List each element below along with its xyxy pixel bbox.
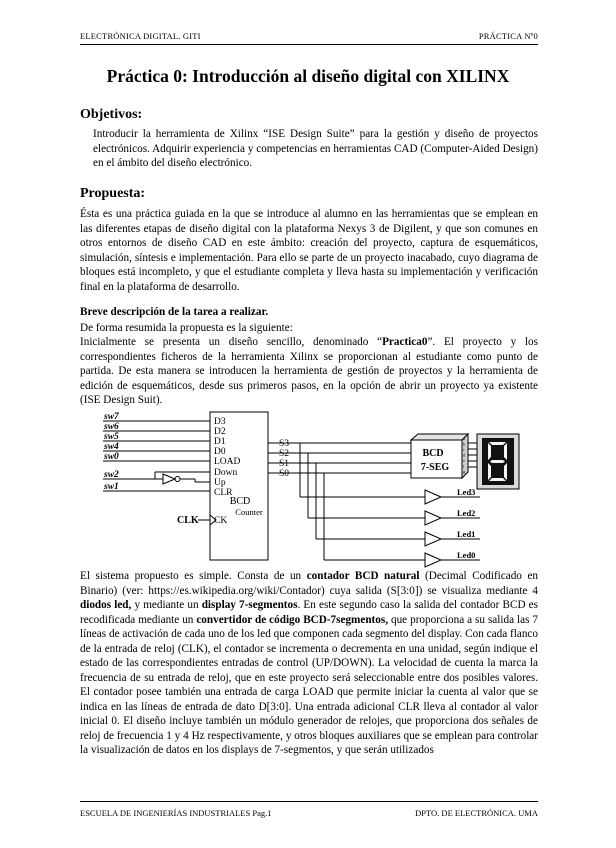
- propuesta-text: Ésta es una práctica guiada en la que se introduce al alumno en las herramientas que se emplean en las diferentes etapas de diseño digital con la plataforma Nexys 3 de Digilent, y que son comunes en otros entornos de diseño CAD en este ámbito: creación del proyecto, captura de esquemáticos, simulación, síntesis e implementación. Para ello se parte de un proyecto inacabado, cuyo diagrama de bloques está incompleto, y que el estudiante completa y lleva hasta su implementación y verificación final en la plataforma de desarrollo.: [80, 208, 538, 293]
- bcd-label: BCD: [422, 448, 444, 459]
- segment-line-label: c: [463, 447, 465, 452]
- tarea-text-a: Inicialmente se presenta un diseño sencillo, denominado “: [80, 336, 383, 348]
- counter-name: BCD: [229, 496, 251, 507]
- switch-label: sw5: [104, 432, 119, 442]
- switch-label: sw6: [104, 422, 119, 432]
- switch-label: sw7: [104, 412, 119, 422]
- led-label: Led3: [457, 487, 476, 497]
- desc-t5: que proporciona a su salida las 7 líneas de activación de cada uno de los led que componen cada segmento del display. Con cada flanco de la entrada de reloj (CLK), el contador se incrementa o decrementa en una unidad, según indique el estado de las correspondientes entradas de control (UP/DOWN). La velocidad de cuenta la marca la frecuencia de su entrada de reloj, que en este proyecto será seleccionable entre dos posibles valores. El contador posee también una entrada de carga LOAD que permite iniciar la cuenta al valor que se indica en las líneas de entrada de dato D[3:0]. Una entrada adicional CLR lleva al contador al valor inicial 0. El diseño incluye también un módulo generador de relojes, que proporciona dos señales de reloj de frecuencia 1 y 4 Hz respectivamente, y otros bloques auxiliares que se emplean para controlar la visualización de datos en los displays de 7-segmentos, y que serán utilizados: [80, 613, 538, 756]
- counter-input-label: LOAD: [214, 457, 241, 467]
- counter-input-label: D3: [214, 417, 226, 427]
- segment-line-label: a: [463, 436, 465, 441]
- seven-segment-display: [477, 434, 519, 489]
- counter-output-label: S0: [279, 469, 290, 479]
- desc-t4: . En este segundo caso la salida del contador BCD es recodificada mediante un: [80, 599, 538, 626]
- clk-label: CLK: [177, 515, 199, 526]
- counter-input-label: D0: [214, 447, 226, 457]
- desc-b4: convertidor de código BCD-7segmentos,: [196, 613, 389, 626]
- segment-line-label: b: [463, 441, 466, 447]
- counter-output-label: S2: [279, 449, 290, 459]
- segment-line-label: d: [463, 452, 466, 458]
- page-title: Práctica 0: Introducción al diseño digital con XILINX: [106, 66, 510, 86]
- objetivos-text: Introducir la herramienta de Xilinx “ISE Design Suite” para la gestión y diseño de proyectos electrónicos. Adquirir experiencia y competencias en herramientas CAD (Computer-Aided Design) en el ámbito del diseño electrónico.: [93, 128, 538, 169]
- footer-left: ESCUELA DE INGENIERÍAS INDUSTRIALES Pag.1: [80, 808, 272, 818]
- counter-input-label: Up: [214, 478, 226, 488]
- led-label: Led2: [457, 508, 476, 518]
- led-label: Led0: [457, 550, 476, 560]
- tarea-text-c: ”. El proyecto y los correspondientes ficheros de la herramienta Xilinx se proporcionan al estudiante como punto de partida. De esta manera se introducen la herramienta de gestión de proyectos y la herramienta de edición de esquemáticos, desde sus primeros pasos, en la opción de abrir un proyecto ya existente (ISE Design Suit).: [80, 336, 538, 406]
- switch-label: sw4: [104, 442, 119, 452]
- desc-t3: y mediante un: [131, 599, 202, 611]
- seg-label: 7-SEG: [420, 462, 450, 473]
- counter-sub: Counter: [235, 507, 263, 517]
- led-label: Led1: [457, 529, 476, 539]
- clk-pin-label: CK: [214, 516, 228, 526]
- segment-line-label: f: [463, 463, 465, 469]
- switch-label: sw2: [104, 470, 119, 480]
- counter-output-label: S3: [279, 439, 290, 449]
- counter-output-label: S1: [279, 459, 290, 469]
- desc-t1: El sistema propuesto es simple. Consta de un: [80, 570, 307, 582]
- counter-input-label: D1: [214, 437, 226, 447]
- desc-t2: (Decimal Codificado en Binario) (ver: https://es.wikipedia.org/wiki/Contador) cuya salida (S[3:0]) se visualiza mediante 4: [80, 570, 538, 597]
- footer-right: DPTO. DE ELECTRÓNICA. UMA: [415, 808, 538, 818]
- segment-line-label: g: [463, 469, 466, 474]
- tarea-heading: Breve descripción de la tarea a realizar.: [80, 306, 269, 318]
- desc-b3: display 7-segmentos: [201, 599, 298, 611]
- counter-input-label: CLR: [214, 488, 233, 498]
- desc-b1: contador BCD natural: [306, 570, 420, 582]
- objetivos-heading: Objetivos:: [80, 107, 143, 122]
- switch-label: sw0: [104, 452, 119, 462]
- counter-input-label: D2: [214, 427, 226, 437]
- description-paragraph: [80, 569, 538, 758]
- footer-rule: [80, 801, 538, 802]
- counter-input-label: Down: [214, 468, 238, 478]
- propuesta-heading: Propuesta:: [80, 186, 146, 201]
- segment-line-label: e: [463, 458, 465, 463]
- switch-label: sw1: [104, 482, 119, 492]
- header-right: PRÁCTICA Nº0: [478, 31, 538, 41]
- header-left: ELECTRÓNICA DIGITAL. GITI: [80, 31, 201, 41]
- tarea-text-b: Practica0: [382, 336, 428, 348]
- tarea-line1: De forma resumida la propuesta es la siguiente:: [80, 322, 293, 334]
- desc-b2: diodos led,: [80, 599, 132, 611]
